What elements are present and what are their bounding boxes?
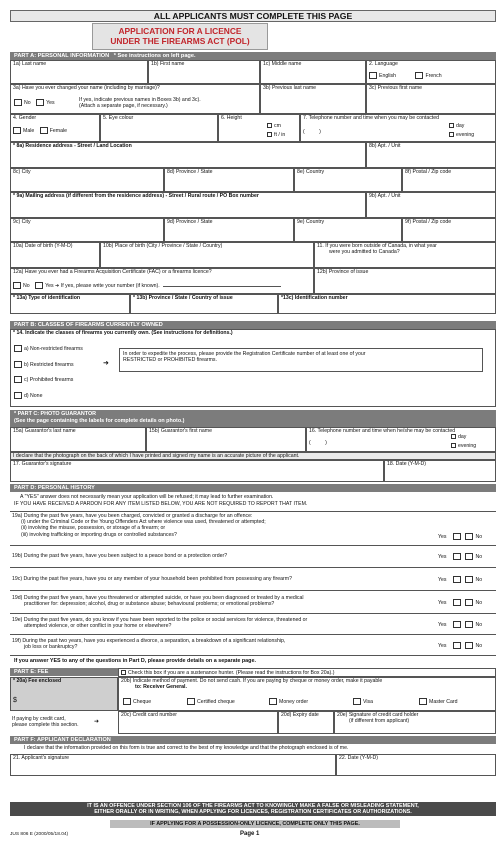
form-code: JUS 806 E (2000/05/18.04) xyxy=(10,832,69,837)
last-name-field[interactable] xyxy=(10,60,148,84)
part-b-body xyxy=(10,329,496,407)
part-c-title: * PART C: PHOTO GUARANTOR xyxy=(14,411,97,417)
q19b-no-label: No xyxy=(475,553,483,560)
prohibited-checkbox[interactable] xyxy=(14,376,22,383)
q19e-line2: attempted violence, or other conflict in your home or elsewhere? xyxy=(24,623,172,630)
part-d-bar: PART D: PERSONAL HISTORY xyxy=(10,484,496,492)
q19a-no-label: No xyxy=(475,533,483,540)
credit-card-number-label: 20c) Credit card number xyxy=(121,712,177,718)
restricted-label: b) Restricted firearms xyxy=(24,361,74,368)
q19c: 19c) During the past five years, have you or any member of your household been prohibited from possessing any firearm? xyxy=(12,576,292,582)
divider xyxy=(10,545,496,546)
expiry-date-field[interactable] xyxy=(278,711,334,734)
mail-postal-code-field[interactable] xyxy=(402,218,496,242)
fac-yes-note: If yes, please write your number (if known). xyxy=(60,282,160,289)
province-field[interactable] xyxy=(164,168,294,192)
city-field[interactable] xyxy=(10,168,164,192)
q19a-line4: (iii) involving trafficking or importing drugs or controlled substances? xyxy=(21,531,177,538)
none-checkbox[interactable] xyxy=(14,392,22,399)
fee-enclosed-label: * 20a) Fee enclosed xyxy=(13,678,62,684)
part-a-title: PART A: PERSONAL INFORMATION xyxy=(14,53,110,59)
credit-card-note2: please complete this section. xyxy=(12,722,79,729)
middle-name-field[interactable] xyxy=(260,60,366,84)
q19c-yes-checkbox[interactable] xyxy=(453,576,461,583)
guarantor-first-name-field[interactable] xyxy=(146,427,306,452)
eye-colour-label: 5. Eye colour xyxy=(103,115,134,121)
cm-label: cm xyxy=(274,122,281,129)
apt-field[interactable] xyxy=(366,142,496,168)
q19d xyxy=(12,595,422,607)
applicant-signature-field[interactable] xyxy=(10,754,336,776)
changed-name-no-checkbox[interactable] xyxy=(14,99,22,106)
offence-warning-line1: IT IS AN OFFENCE UNDER SECTION 106 OF THE FIREARMS ACT TO KNOWINGLY MAKE A FALSE OR MISLEADING STATEMENT, xyxy=(87,803,419,809)
language-label: 2. Language xyxy=(369,61,398,67)
mail-apt-label: 9b) Apt. / Unit xyxy=(369,193,401,199)
q19f-no-label: No xyxy=(475,642,483,649)
q19a-no-checkbox[interactable] xyxy=(465,533,473,540)
expedite-note2: RESTRICTED or PROHIBITED firearms. xyxy=(123,357,217,364)
fee-enclosed-field[interactable] xyxy=(10,677,118,711)
prohibited-label: c) Prohibited firearms xyxy=(24,376,74,383)
id-province-field[interactable] xyxy=(130,294,278,314)
cheque-checkbox[interactable] xyxy=(123,698,131,705)
postal-code-field[interactable] xyxy=(402,168,496,192)
q19a-yes-checkbox[interactable] xyxy=(453,533,461,540)
q19d-line2: practitioner for: depression; alcohol, drug or substance abuse; behavioural problems; or emotional problems? xyxy=(24,601,275,608)
q19e-line1: 19e) During the past five years, do you know if you have been reported to the police or social services for violence, threatened or xyxy=(12,617,308,623)
prev-last-name-label: 3b) Previous last name xyxy=(263,85,317,91)
divider xyxy=(10,590,496,591)
q19e-yes-checkbox[interactable] xyxy=(453,621,461,628)
residence-address-label: * 8a) Residence address - Street / Land Location xyxy=(13,143,132,149)
q19c-no-checkbox[interactable] xyxy=(465,576,473,583)
sustenance-checkbox[interactable] xyxy=(121,670,126,675)
mail-country-field[interactable] xyxy=(294,218,402,242)
q19a-yes-label: Yes xyxy=(438,533,447,540)
mail-apt-field[interactable] xyxy=(366,192,496,218)
male-checkbox[interactable] xyxy=(13,127,21,134)
q19d-no-checkbox[interactable] xyxy=(465,599,473,606)
fac-yes-checkbox[interactable] xyxy=(35,282,43,289)
fac-field xyxy=(10,268,314,294)
form-title xyxy=(92,23,268,50)
sustenance-label: Check this box if you are a sustenance hunter. (Please read the instructions for Box 20a).) xyxy=(128,670,335,676)
card-holder-signature-label2: (if different from applicant) xyxy=(349,717,410,724)
gender-field xyxy=(10,114,100,142)
q19d-line1: 19d) During the past five years, have you threatened or attempted suicide, or have you been diagnosed or treated by a medical xyxy=(12,595,304,601)
applicant-declaration: I declare that the information provided on this form is true and correct to the best of my knowledge and that the photograph enclosed is of me. xyxy=(24,745,349,751)
payment-method-field xyxy=(118,677,496,711)
registration-certificate-input[interactable] xyxy=(119,348,483,372)
arrow-right-icon: ➜ xyxy=(103,360,109,367)
q19d-yes-checkbox[interactable] xyxy=(453,599,461,606)
phone-day-label: day xyxy=(456,122,465,129)
q19f-line2: job loss or bankruptcy? xyxy=(24,644,78,651)
part-d-intro1: A "YES" answer does not necessarily mean your application will be refused; it may lead to further examination. xyxy=(20,494,274,500)
changed-name-no-label: No xyxy=(24,99,31,106)
first-name-field[interactable] xyxy=(148,60,260,84)
cm-checkbox[interactable] xyxy=(267,123,272,128)
mail-city-label: 9c) City xyxy=(13,219,31,225)
country-field[interactable] xyxy=(294,168,402,192)
country-label: 8e) Country xyxy=(297,169,325,175)
phone-label: 7. Telephone number and time when you may be contacted xyxy=(303,115,440,121)
born-outside-label1: 11. If you were born outside of Canada, in what year xyxy=(317,243,437,249)
female-label: Female xyxy=(49,127,68,134)
q19b-no-checkbox[interactable] xyxy=(465,553,473,560)
fac-no-checkbox[interactable] xyxy=(13,282,21,289)
expiry-date-label: 20d) Expiry date xyxy=(281,712,319,718)
male-label: Male xyxy=(23,127,35,134)
q19f xyxy=(12,638,422,650)
payment-method-label2: to: Receiver General. xyxy=(135,683,187,690)
guarantor-date-label: 18. Date (Y-M-D) xyxy=(387,461,427,467)
guarantor-first-name-label: 15b) Guarantor's first name xyxy=(149,428,212,434)
guarantor-declaration: I declare that the photograph on the back of which I have printed and signed my name is an accurate picture of the applicant. xyxy=(10,452,496,460)
changed-name-question: 3a) Have you ever changed your name (including by marriage)? xyxy=(13,85,160,91)
q19b-yes-checkbox[interactable] xyxy=(453,553,461,560)
born-outside-field[interactable] xyxy=(314,242,496,268)
mastercard-checkbox[interactable] xyxy=(419,698,427,705)
card-holder-signature-label1: 20e) Signature of credit card holder xyxy=(337,712,419,718)
part-c-bar xyxy=(10,410,496,427)
dob-label: 10a) Date of birth (Y-M-D) xyxy=(13,243,73,249)
language-field xyxy=(366,60,496,84)
residence-address-field[interactable] xyxy=(10,142,366,168)
q19f-line1: 19f) During the past two years, have you experienced a divorce, a separation, a breakdown of a significant relationship, xyxy=(12,638,286,644)
q19d-yes-label: Yes xyxy=(438,599,447,606)
middle-name-label: 1c) Middle name xyxy=(263,61,302,67)
mastercard-label: Master Card xyxy=(429,698,458,705)
first-name-label: 1b) First name xyxy=(151,61,185,67)
female-checkbox[interactable] xyxy=(40,127,48,134)
arrow-right-icon: ➜ xyxy=(55,282,60,289)
money-order-checkbox[interactable] xyxy=(269,698,277,705)
divider xyxy=(10,511,496,512)
visa-label: Visa xyxy=(363,698,373,705)
q19a-line3: (ii) involving the misuse, possession, or storage of a firearm; or xyxy=(21,525,166,532)
q19f-yes-checkbox[interactable] xyxy=(453,642,461,649)
part-a-bar xyxy=(10,52,496,60)
mail-city-field[interactable] xyxy=(10,218,164,242)
q19b: 19b) During the past five years, have you been subject to a peace bond or a protection order? xyxy=(12,553,228,559)
city-label: 8c) City xyxy=(13,169,31,175)
credit-card-number-field[interactable] xyxy=(118,711,278,734)
phone-evening-label: evening xyxy=(456,131,475,138)
fac-number-input[interactable] xyxy=(163,286,281,287)
height-field xyxy=(218,114,300,142)
none-label: d) None xyxy=(24,392,43,399)
cheque-label: Cheque xyxy=(133,698,152,705)
phone-area-code-input[interactable]: ( ) xyxy=(303,129,321,135)
divider xyxy=(10,655,496,656)
guarantor-evening-checkbox[interactable] xyxy=(451,443,456,448)
guarantor-last-name-field[interactable] xyxy=(10,427,146,452)
english-label: English xyxy=(379,72,397,79)
non-restricted-label: a) Non-restricted firearms xyxy=(24,345,83,352)
fac-province-field[interactable] xyxy=(314,268,496,294)
all-applicants-header: ALL APPLICANTS MUST COMPLETE THIS PAGE xyxy=(10,10,496,22)
prev-first-name-label: 3c) Previous first name xyxy=(369,85,423,91)
prev-names-note1: If yes, indicate previous names in Boxes 3b) and 3c). xyxy=(79,97,201,103)
part-e-bar: PART E: FEE xyxy=(10,668,118,676)
form-title-line1: APPLICATION FOR A LICENCE xyxy=(118,26,242,36)
q19c-yes-label: Yes xyxy=(438,576,447,583)
mailing-address-field[interactable] xyxy=(10,192,366,218)
q19a-line2: (i) under the Criminal Code or the Young Offenders Act where violence was used, threatened or attempted; xyxy=(21,519,266,526)
id-number-label: *13c) Identification number xyxy=(281,295,348,301)
fac-question: 12a) Have you ever had a Firearms Acquisition Certificate (FAC) or a firearms licence? xyxy=(13,269,212,275)
guarantor-area-code-input[interactable]: ( ) xyxy=(309,440,327,446)
q19e-yes-label: Yes xyxy=(438,621,447,628)
born-outside-label2: were you admitted to Canada? xyxy=(329,248,400,255)
payment-method-label1: 20b) Indicate method of payment. Do not send cash. If you are paying by cheque or money order, make it payable xyxy=(121,678,383,684)
guarantor-last-name-label: 15a) Guarantor's last name xyxy=(13,428,76,434)
dob-field[interactable] xyxy=(10,242,100,268)
changed-name-yes-checkbox[interactable] xyxy=(36,99,44,106)
divider xyxy=(10,567,496,568)
mail-country-label: 9e) Country xyxy=(297,219,325,225)
fac-province-label: 12b) Province of issue xyxy=(317,269,369,275)
part-b-bar: PART B: CLASSES OF FIREARMS CURRENTLY OWNED xyxy=(10,321,496,329)
id-type-field[interactable] xyxy=(10,294,130,314)
credit-card-note xyxy=(12,716,79,729)
q19f-yes-label: Yes xyxy=(438,642,447,649)
mail-province-label: 9d) Province / State xyxy=(167,219,213,225)
credit-card-note1: If paying by credit card, xyxy=(12,716,66,722)
q19e-no-label: No xyxy=(475,621,483,628)
page-number: Page 1 xyxy=(240,831,260,837)
q19d-no-label: No xyxy=(475,599,483,606)
part-f-bar: PART F: APPLICANT DECLARATION xyxy=(10,736,496,744)
part-c-note: (See the page containing the labels for complete details on photo.) xyxy=(14,417,185,424)
phone-day-checkbox[interactable] xyxy=(449,123,454,128)
q19a xyxy=(12,513,422,538)
arrow-right-icon: ➜ xyxy=(94,719,100,725)
dollar-sign: $ xyxy=(13,696,17,704)
applicant-date-field[interactable] xyxy=(336,754,496,776)
offence-warning xyxy=(10,802,496,816)
mail-province-field[interactable] xyxy=(164,218,294,242)
pob-label: 10b) Place of birth (City / Province / State / Country) xyxy=(103,243,223,249)
offence-warning-line2: EITHER ORALLY OR IN WRITING, WHEN APPLYING FOR LICENCES, REGISTRATION CERTIFICATES OR AUTHORIZATIONS. xyxy=(94,809,412,816)
phone-field xyxy=(300,114,496,142)
postal-code-label: 8f) Postal / Zip code xyxy=(405,169,452,175)
money-order-label: Money order xyxy=(279,698,309,705)
part-a-note: * See instructions on left page. xyxy=(113,53,196,59)
fac-yes-label: Yes xyxy=(45,282,54,289)
prev-last-name-field[interactable] xyxy=(260,84,366,114)
last-name-label: 1a) Last name xyxy=(13,61,47,67)
changed-name-yes-label: Yes xyxy=(46,99,55,106)
id-province-label: * 13b) Province / State / Country of issue xyxy=(133,295,233,301)
q19a-line1: 19a) During the past five years, have you been charged, convicted or granted a discharge for an offence: xyxy=(12,513,253,519)
ftin-checkbox[interactable] xyxy=(267,132,272,137)
pob-field[interactable] xyxy=(100,242,314,268)
expedite-note1: In order to expedite the process, please provide the Registration Certificate number of at least one of your xyxy=(123,351,366,357)
q19b-yes-label: Yes xyxy=(438,553,447,560)
guarantor-day-checkbox[interactable] xyxy=(451,434,456,439)
phone-evening-checkbox[interactable] xyxy=(449,132,454,137)
french-label: French xyxy=(425,72,442,79)
q19e xyxy=(12,617,422,629)
mailing-address-label: * 9a) Mailing address (if different from the residence address) - Street / Rural route / PO Box number xyxy=(13,193,259,199)
gender-label: 4. Gender xyxy=(13,115,37,121)
eye-colour-field[interactable] xyxy=(100,114,218,142)
guarantor-signature-label: 17. Guarantor's signature xyxy=(13,461,72,467)
form-title-line2: UNDER THE FIREARMS ACT (POL) xyxy=(110,35,250,46)
height-label: 6. Height xyxy=(221,115,242,121)
prev-first-name-field[interactable] xyxy=(366,84,496,114)
classes-question: * 14. Indicate the classes of firearms you currently own. (See instructions for definitions.) xyxy=(13,330,233,336)
changed-name-field xyxy=(10,84,260,114)
divider xyxy=(10,613,496,614)
certified-cheque-label: Certified cheque xyxy=(197,698,235,705)
english-checkbox[interactable] xyxy=(369,72,377,79)
guarantor-day-label: day xyxy=(458,433,467,440)
part-d-intro2: IF YOU HAVE RECEIVED A PARDON FOR ANY ITEM LISTED BELOW, YOU ARE NOT REQUIRED TO REPORT THAT ITEM. xyxy=(14,501,308,507)
id-number-field[interactable] xyxy=(278,294,496,314)
non-restricted-checkbox[interactable] xyxy=(14,345,22,352)
fac-no-label: No xyxy=(23,282,30,289)
card-holder-signature-field[interactable] xyxy=(334,711,496,734)
guarantor-date-field[interactable] xyxy=(384,460,496,482)
french-checkbox[interactable] xyxy=(415,72,423,79)
divider xyxy=(10,634,496,635)
part-d-footer: If you answer YES to any of the questions in Part D, please provide details on a separate page. xyxy=(14,658,256,664)
guarantor-signature-field[interactable] xyxy=(10,460,384,482)
q19e-no-checkbox[interactable] xyxy=(465,621,473,628)
ftin-label: ft / in xyxy=(274,131,286,138)
applicant-signature-label: 21. Applicant's signature xyxy=(13,755,70,761)
guarantor-phone-field xyxy=(306,427,496,452)
province-label: 8d) Province / State xyxy=(167,169,213,175)
id-type-label: * 13a) Type of identification xyxy=(13,295,81,301)
certified-cheque-checkbox[interactable] xyxy=(187,698,195,705)
visa-checkbox[interactable] xyxy=(353,698,361,705)
q19f-no-checkbox[interactable] xyxy=(465,642,473,649)
mail-postal-code-label: 9f) Postal / Zip code xyxy=(405,219,452,225)
possession-only-note: IF APPLYING FOR A POSSESSION-ONLY LICENCE, COMPLETE ONLY THIS PAGE. xyxy=(110,820,400,828)
q19c-no-label: No xyxy=(475,576,483,583)
applicant-date-label: 22. Date (Y-M-D) xyxy=(339,755,379,761)
prev-names-note2: (Attach a separate page, if necessary.) xyxy=(79,103,168,109)
guarantor-evening-label: evening xyxy=(458,442,477,449)
apt-label: 8b) Apt. / Unit xyxy=(369,143,401,149)
guarantor-phone-label: 16. Telephone number and time when he/she may be contacted xyxy=(309,428,456,434)
restricted-checkbox[interactable] xyxy=(14,361,22,368)
sustenance-row xyxy=(118,668,496,677)
